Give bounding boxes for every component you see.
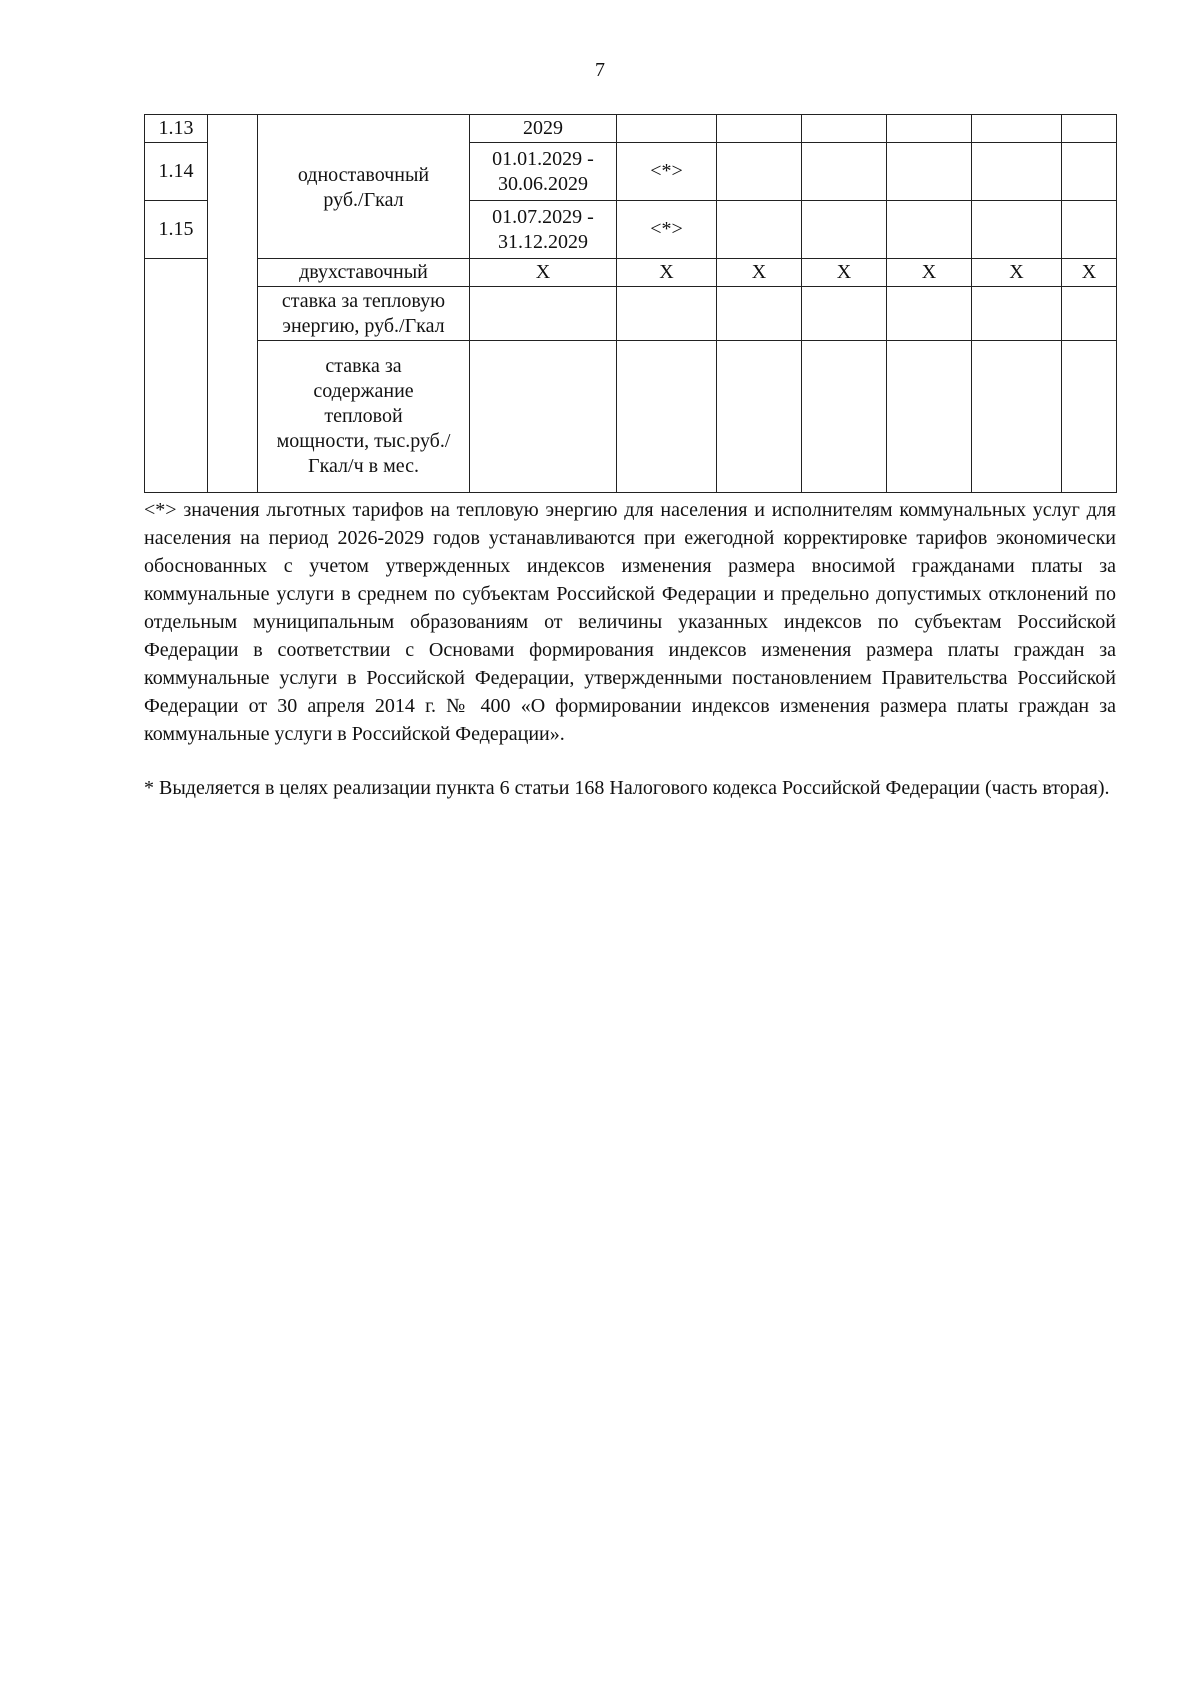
- empty-cell: [1062, 287, 1117, 341]
- value-cell: <*>: [617, 201, 717, 259]
- capacity-rate-cell: [258, 341, 470, 493]
- empty-cell: [1062, 115, 1117, 143]
- empty-cell: [470, 287, 617, 341]
- empty-cell: [1062, 201, 1117, 259]
- x-mark-cell: X: [972, 259, 1062, 287]
- empty-cell: [887, 341, 972, 493]
- benefit-tariff-note: <*> значения льготных тарифов на тепловую энергию для населения и исполнителям коммунальных услуг для населения на период 2026-2029 годов устанавливаются при ежегодной корректировке тарифов экономически обоснованных с учетом утвержденных индексов изменения размера вносимой гражданами платы за коммунальные услуги в среднем по субъектам Российской Федерации и предельно допустимых отклонений по отдельным муниципальным образованиям от величины указанных индексов по субъектам Российской Федерации в соответствии с Основами формирования индексов изменения размера платы граждан за коммунальные услуги в Российской Федерации, утвержденными постановлением Правительства Российской Федерации от 30 апреля 2014 г. № 400 «О формировании индексов изменения размера платы граждан за коммунальные услуги в Российской Федерации».: [144, 499, 1116, 745]
- empty-cell: [972, 143, 1062, 201]
- empty-cell: [802, 143, 887, 201]
- empty-cell: [1062, 143, 1117, 201]
- two-rate-label: двухставочный: [258, 259, 470, 287]
- empty-cell: [972, 201, 1062, 259]
- empty-cell: [208, 115, 258, 493]
- x-mark-cell: X: [617, 259, 717, 287]
- x-mark-cell: X: [1062, 259, 1117, 287]
- empty-cell: [717, 341, 802, 493]
- x-mark-cell: X: [887, 259, 972, 287]
- value-cell: [617, 115, 717, 143]
- value-cell: <*>: [617, 143, 717, 201]
- empty-cell: [617, 287, 717, 341]
- empty-cell: [717, 115, 802, 143]
- period-cell: 2029: [470, 115, 617, 143]
- empty-cell: [802, 201, 887, 259]
- table-row: [145, 341, 1117, 493]
- empty-cell: [972, 341, 1062, 493]
- empty-cell: [1062, 341, 1117, 493]
- x-mark-cell: X: [470, 259, 617, 287]
- row-number-cell: 1.14: [145, 143, 208, 201]
- page-number: 7: [595, 59, 605, 81]
- empty-cell: [717, 143, 802, 201]
- one-rate-label-cell: [258, 115, 470, 259]
- table-row: [145, 115, 1117, 143]
- empty-cell: [470, 341, 617, 493]
- row-number-cell: 1.13: [145, 115, 208, 143]
- heat-energy-rate-cell: [258, 287, 470, 341]
- period-cell: [470, 201, 617, 259]
- empty-cell: [717, 287, 802, 341]
- footnotes: [144, 496, 1116, 802]
- period-text: 01.01.2029 - 30.06.2029: [492, 147, 594, 195]
- vat-note: * Выделяется в целях реализации пункта 6 статьи 168 Налогового кодекса Российской Федерации (часть вторая).: [144, 777, 1110, 799]
- x-mark-cell: X: [717, 259, 802, 287]
- empty-cell: [887, 201, 972, 259]
- empty-cell: [145, 259, 208, 493]
- capacity-rate-label: ставка за содержание тепловой мощности, тыс.руб./Гкал/ч в мес.: [276, 355, 451, 477]
- one-rate-label: одноставочный руб./Гкал: [297, 164, 430, 211]
- table-row: [145, 259, 1117, 287]
- empty-cell: [972, 287, 1062, 341]
- period-cell: [470, 143, 617, 201]
- x-mark-cell: X: [802, 259, 887, 287]
- empty-cell: [617, 341, 717, 493]
- empty-cell: [887, 287, 972, 341]
- heat-energy-rate-label: ставка за тепловую энергию, руб./Гкал: [281, 289, 446, 337]
- empty-cell: [717, 201, 802, 259]
- empty-cell: [887, 143, 972, 201]
- period-text: 01.07.2029 - 31.12.2029: [492, 205, 594, 253]
- empty-cell: [802, 341, 887, 493]
- empty-cell: [802, 287, 887, 341]
- row-number-cell: 1.15: [145, 201, 208, 259]
- tariff-table: [144, 114, 1117, 493]
- empty-cell: [972, 115, 1062, 143]
- empty-cell: [802, 115, 887, 143]
- table-row: [145, 287, 1117, 341]
- empty-cell: [887, 115, 972, 143]
